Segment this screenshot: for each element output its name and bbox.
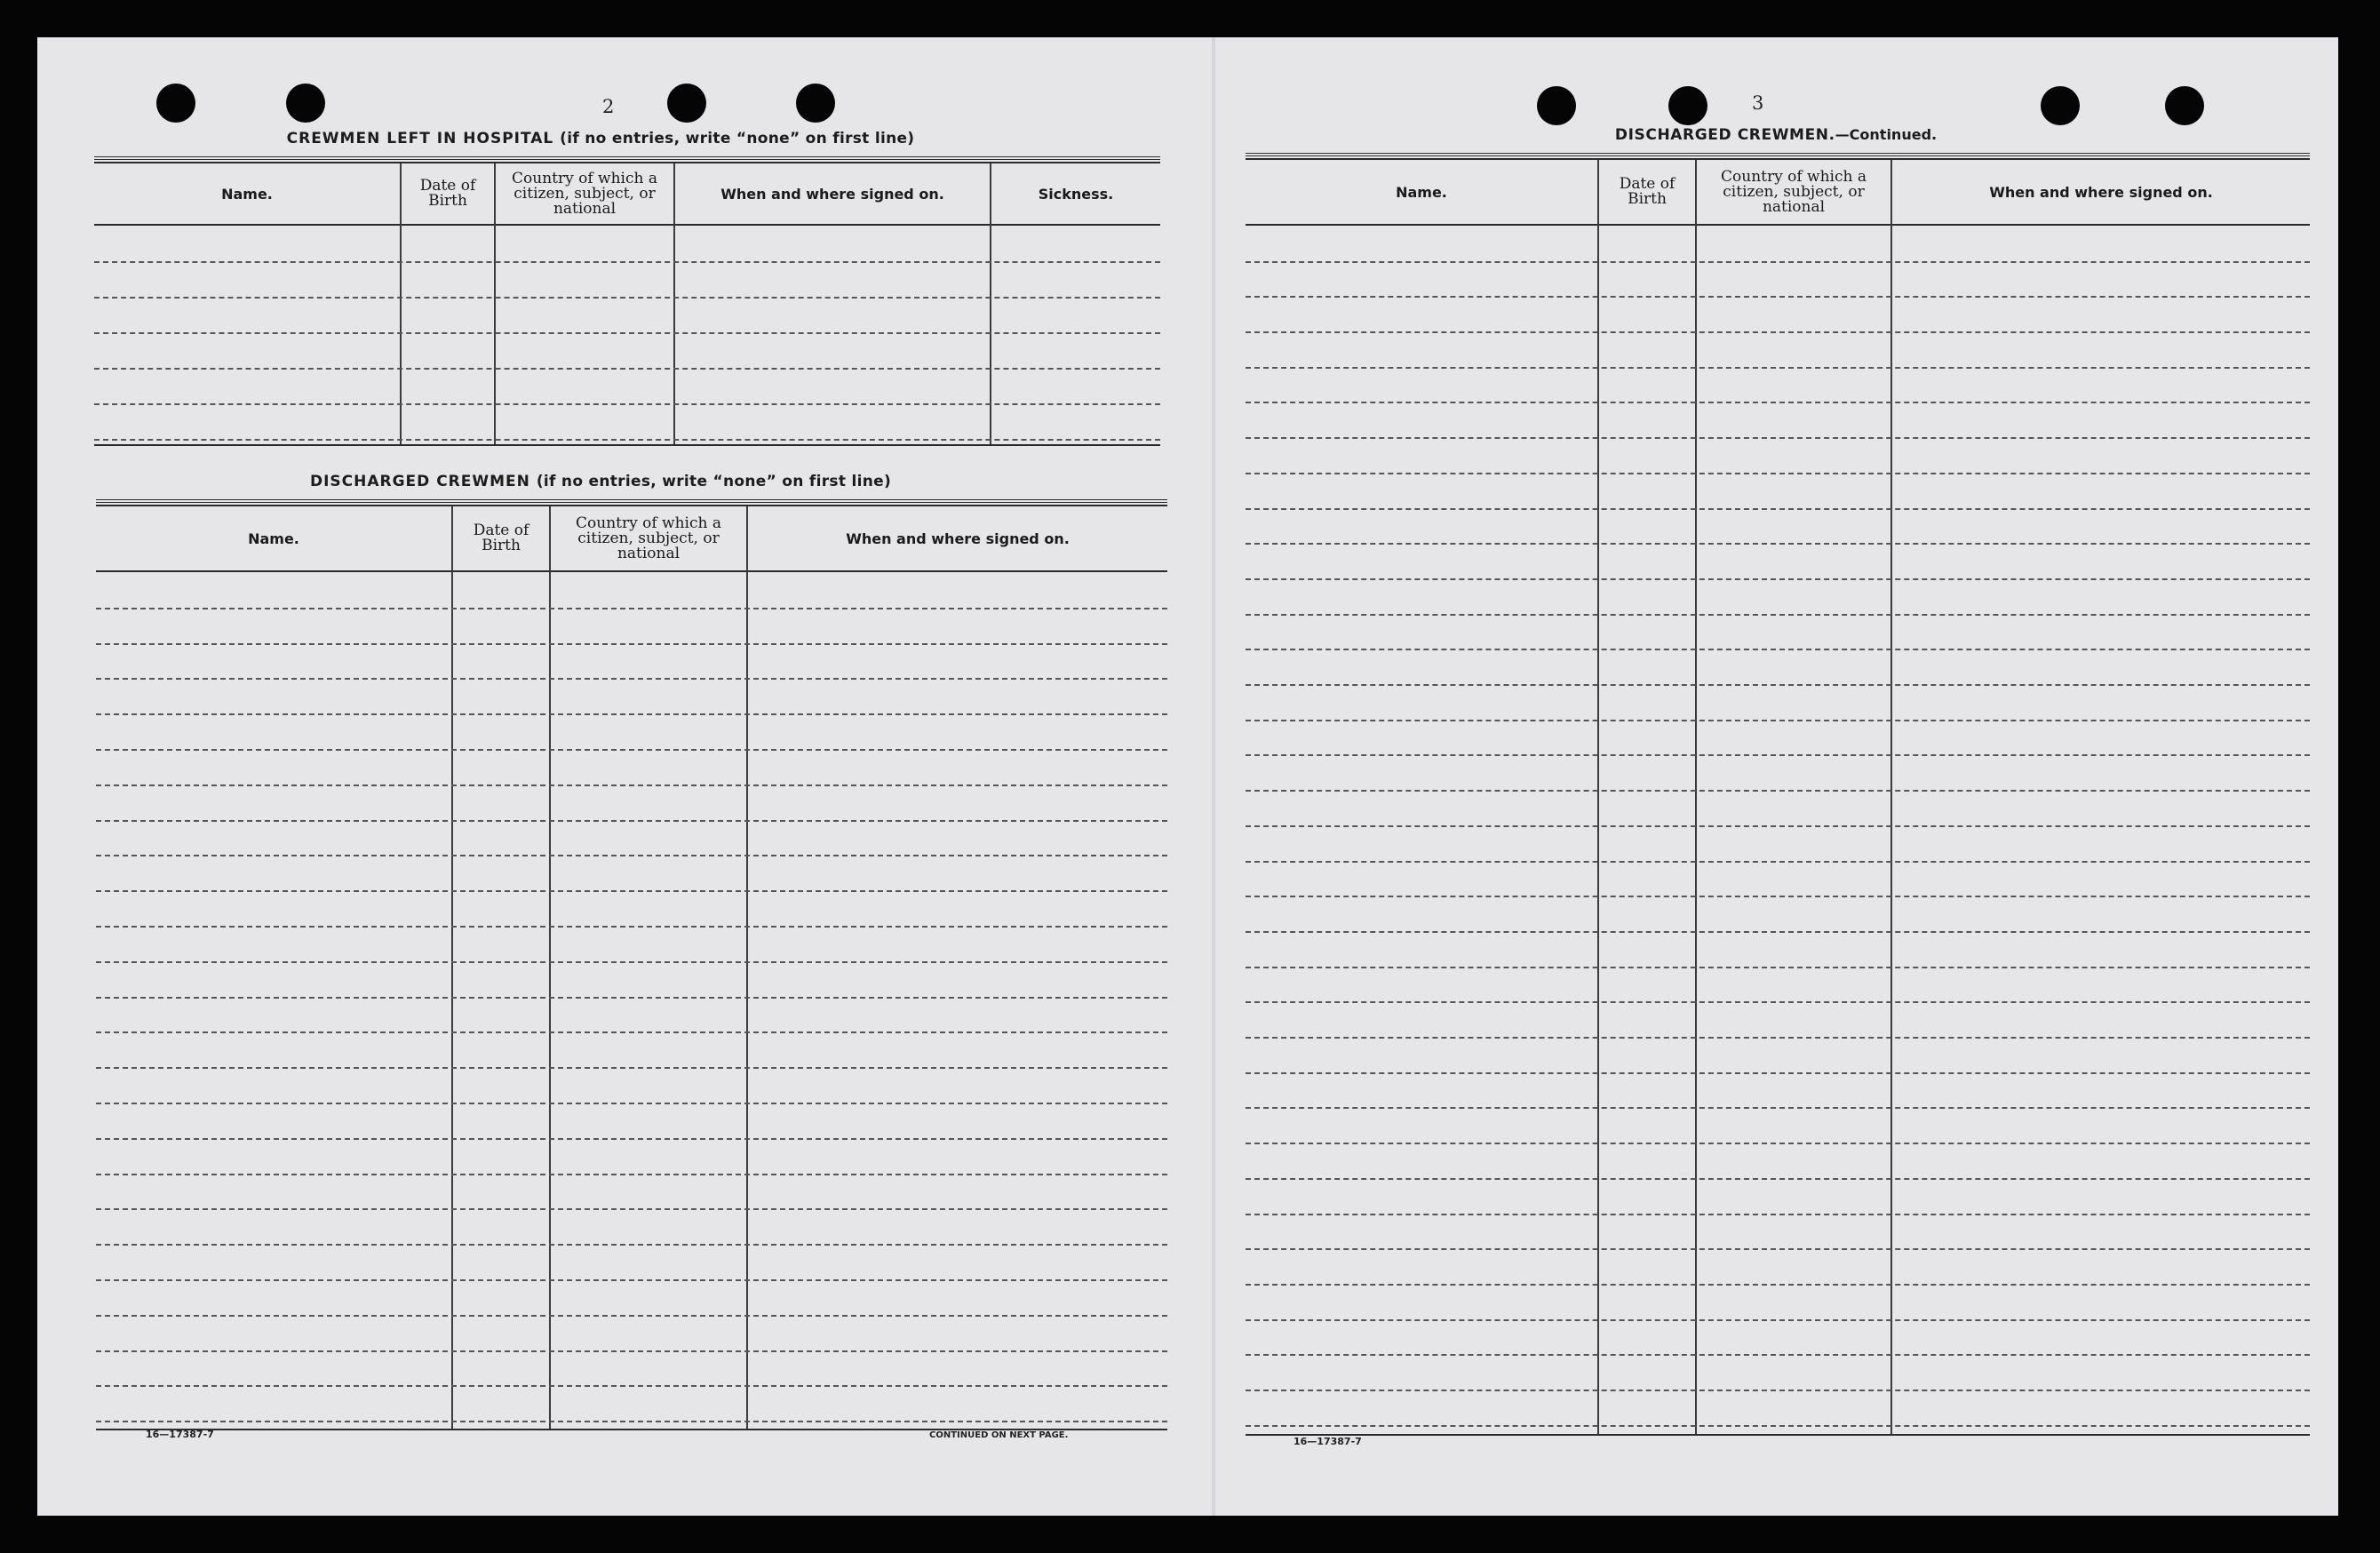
- col-header-dob: Date of Birth: [473, 522, 529, 554]
- blank-entry-line[interactable]: [96, 890, 1167, 928]
- blank-entry-line[interactable]: [96, 713, 1167, 751]
- blank-entry-line[interactable]: [96, 961, 1167, 999]
- blank-entry-line[interactable]: [94, 368, 1160, 405]
- blank-entry-line[interactable]: [96, 608, 1167, 645]
- discharged-rows: [96, 572, 1167, 1425]
- blank-entry-line[interactable]: [94, 332, 1160, 370]
- blank-entry-line[interactable]: [96, 1174, 1167, 1211]
- col-header-country: Country of which a citizen, subject, or national: [512, 169, 657, 218]
- blank-entry-line[interactable]: [94, 403, 1160, 441]
- discharged-rows: [1246, 226, 2310, 1430]
- punch-hole: [286, 84, 325, 123]
- blank-entry-line[interactable]: [1246, 1354, 2310, 1391]
- blank-entry-line[interactable]: [1246, 1248, 2310, 1286]
- blank-entry-line[interactable]: [96, 1067, 1167, 1104]
- form-number-left: 16—17387-7: [146, 1429, 214, 1440]
- punch-hole: [796, 84, 835, 123]
- blank-entry-line[interactable]: [1246, 1108, 2310, 1145]
- col-header-name: Name.: [1396, 183, 1447, 201]
- blank-entry-line[interactable]: [96, 820, 1167, 857]
- blank-entry-line[interactable]: [1246, 1319, 2310, 1357]
- blank-entry-line[interactable]: [1246, 261, 2310, 299]
- blank-entry-line[interactable]: [1246, 896, 2310, 933]
- hospital-title-note: (if no entries, write “none” on first line): [560, 130, 915, 147]
- blank-entry-line[interactable]: [1246, 578, 2310, 616]
- discharged-continued-header: [1246, 160, 2310, 226]
- blank-entry-line[interactable]: [1246, 296, 2310, 333]
- blank-entry-line[interactable]: [1246, 931, 2310, 968]
- blank-entry-line[interactable]: [96, 678, 1167, 715]
- blank-entry-line[interactable]: [96, 1315, 1167, 1352]
- discharged-table-right: [1246, 153, 2310, 1438]
- blank-entry-line[interactable]: [96, 997, 1167, 1034]
- blank-entry-line[interactable]: [1246, 1284, 2310, 1321]
- blank-entry-line[interactable]: [96, 1031, 1167, 1069]
- blank-entry-line[interactable]: [1246, 1037, 2310, 1074]
- hospital-rows: [94, 226, 1160, 444]
- discharged-table-header: [96, 506, 1167, 572]
- blank-entry-line[interactable]: [1246, 967, 2310, 1004]
- col-header-dob: Date of Birth: [1619, 175, 1676, 208]
- form-number-right: 16—17387-7: [1293, 1436, 1362, 1447]
- blank-entry-line[interactable]: [96, 1208, 1167, 1246]
- blank-entry-line[interactable]: [96, 1385, 1167, 1422]
- blank-entry-line[interactable]: [1246, 1072, 2310, 1110]
- blank-entry-line[interactable]: [96, 1244, 1167, 1281]
- blank-entry-line[interactable]: [1246, 331, 2310, 369]
- continued-suffix: —Continued.: [1835, 126, 1938, 143]
- blank-entry-line[interactable]: [1246, 508, 2310, 546]
- blank-entry-line[interactable]: [1246, 1390, 2310, 1427]
- punch-hole: [156, 84, 195, 123]
- blank-entry-line[interactable]: [1246, 367, 2310, 404]
- col-header-name: Name.: [221, 185, 273, 203]
- blank-entry-line[interactable]: [1246, 825, 2310, 863]
- blank-entry-line[interactable]: [1246, 755, 2310, 792]
- blank-entry-line[interactable]: [1246, 1143, 2310, 1180]
- blank-entry-line[interactable]: [96, 1350, 1167, 1388]
- blank-entry-line[interactable]: [96, 572, 1167, 609]
- punch-hole: [2165, 86, 2204, 125]
- discharged-table-left: [96, 499, 1167, 1432]
- blank-entry-line[interactable]: [1246, 402, 2310, 440]
- hospital-table: [94, 156, 1160, 446]
- punch-hole: [667, 84, 706, 123]
- blank-entry-line[interactable]: [96, 749, 1167, 786]
- blank-entry-line[interactable]: [96, 1279, 1167, 1317]
- blank-entry-line[interactable]: [1246, 1214, 2310, 1251]
- col-header-sickness: Sickness.: [1038, 185, 1114, 203]
- col-header-country: Country of which a citizen, subject, or national: [1721, 167, 1867, 216]
- form-sheet: [37, 37, 2338, 1516]
- page-number-right: 3: [1752, 92, 1764, 114]
- blank-entry-line[interactable]: [96, 1103, 1167, 1140]
- blank-entry-line[interactable]: [1246, 1178, 2310, 1215]
- blank-entry-line[interactable]: [1246, 226, 2310, 263]
- col-header-name: Name.: [248, 530, 299, 547]
- continued-note: CONTINUED ON NEXT PAGE.: [929, 1430, 1069, 1440]
- blank-entry-line[interactable]: [94, 226, 1160, 263]
- discharged-continued-title: [1247, 126, 2304, 144]
- col-header-country: Country of which a citizen, subject, or national: [576, 514, 721, 562]
- blank-entry-line[interactable]: [1246, 684, 2310, 721]
- table-bottom-rule: [1246, 1434, 2310, 1436]
- blank-entry-line[interactable]: [1246, 473, 2310, 510]
- blank-entry-line[interactable]: [1246, 437, 2310, 474]
- blank-entry-line[interactable]: [96, 855, 1167, 892]
- discharged-section-title: [94, 473, 1107, 490]
- blank-entry-line[interactable]: [1246, 649, 2310, 686]
- blank-entry-line[interactable]: [96, 643, 1167, 681]
- page-number-left: 2: [602, 96, 615, 117]
- hospital-table-header: [94, 163, 1160, 226]
- blank-entry-line[interactable]: [94, 297, 1160, 334]
- punch-hole: [2041, 86, 2080, 125]
- blank-entry-line[interactable]: [1246, 790, 2310, 827]
- table-bottom-rule: [94, 444, 1160, 446]
- blank-entry-line[interactable]: [96, 784, 1167, 822]
- col-header-signed: When and where signed on.: [1989, 183, 2213, 201]
- blank-entry-line[interactable]: [1246, 614, 2310, 651]
- blank-entry-line[interactable]: [94, 261, 1160, 299]
- col-header-dob: Date of Birth: [419, 177, 476, 210]
- page-fold: [1212, 37, 1215, 1516]
- discharged-title-text: DISCHARGED CREWMEN: [309, 473, 530, 490]
- hospital-section-title: [94, 130, 1107, 147]
- col-header-signed: When and where signed on.: [846, 530, 1070, 547]
- blank-entry-line[interactable]: [1246, 861, 2310, 898]
- punch-hole: [1537, 86, 1576, 125]
- punch-hole: [1668, 86, 1707, 125]
- col-header-signed: When and where signed on.: [720, 185, 944, 203]
- hospital-title-text: CREWMEN LEFT IN HOSPITAL: [286, 130, 554, 147]
- discharged-continued-text: DISCHARGED CREWMEN.: [1614, 126, 1835, 144]
- blank-entry-line[interactable]: [1246, 543, 2310, 580]
- blank-entry-line[interactable]: [96, 1138, 1167, 1175]
- discharged-title-note: (if no entries, write “none” on first line): [536, 473, 892, 490]
- blank-entry-line[interactable]: [1246, 720, 2310, 757]
- blank-entry-line[interactable]: [96, 926, 1167, 963]
- blank-entry-line[interactable]: [1246, 1001, 2310, 1039]
